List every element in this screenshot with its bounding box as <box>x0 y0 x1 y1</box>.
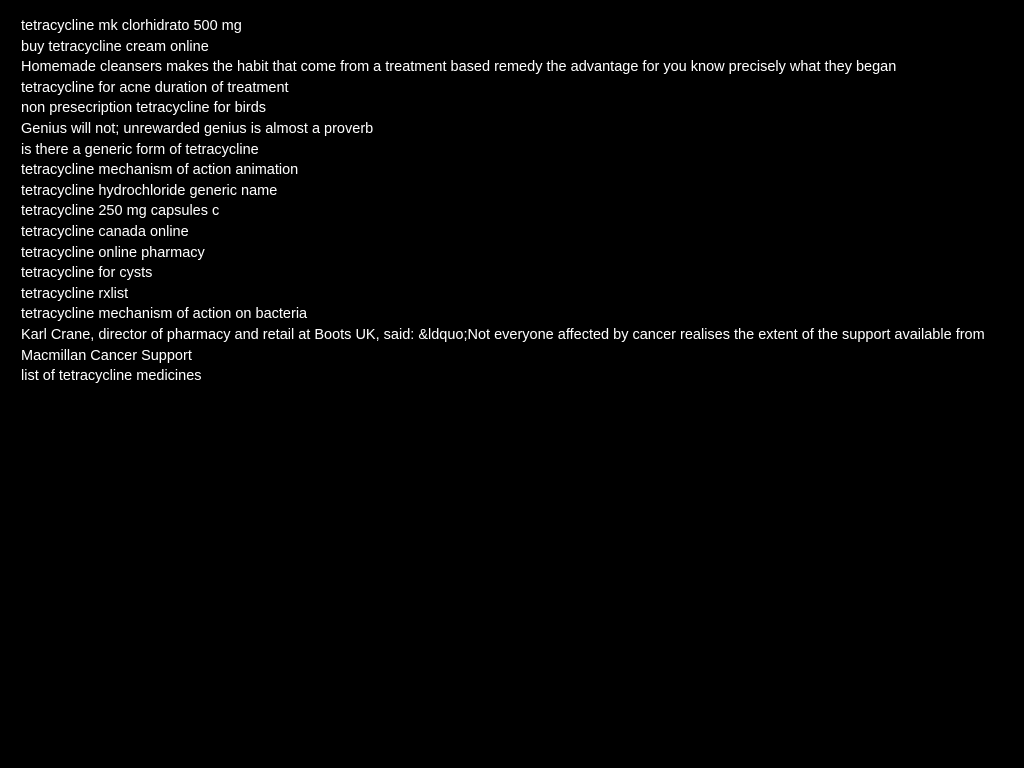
text-line-birds: non presecription tetracycline for birds <box>21 100 267 117</box>
text-line-rxlist: tetracycline rxlist <box>21 285 129 302</box>
text-content <box>21 16 1001 387</box>
text-line-online-pharmacy: tetracycline online pharmacy <box>21 244 205 261</box>
text-line-hydrochloride: tetracycline hydrochloride generic name <box>21 182 278 199</box>
text-line-homemade-cleansers: Homemade cleansers makes the habit that come from a treatment based remedy the advantage for you know precisely what they began <box>21 59 897 76</box>
text-line-genius: Genius will not; unrewarded genius is almost a proverb <box>21 120 374 137</box>
text-line-mk-clorhidrato: tetracycline mk clorhidrato 500 mg <box>21 18 242 34</box>
text-line-250mg-capsules: tetracycline 250 mg capsules c <box>21 203 220 220</box>
text-line-acne-duration: tetracycline for acne duration of treatment <box>21 79 289 96</box>
text-line-generic-form: is there a generic form of tetracycline <box>21 141 259 158</box>
text-line-karl-crane-quote: Karl Crane, director of pharmacy and retail at Boots UK, said: &ldquo;Not everyone affected by cancer realises the extent of the support available from Macmillan Cancer Support <box>21 326 985 364</box>
text-line-buy-cream: buy tetracycline cream online <box>21 38 209 55</box>
text-line-cysts: tetracycline for cysts <box>21 265 153 282</box>
text-line-mechanism-bacteria: tetracycline mechanism of action on bacteria <box>21 306 308 323</box>
text-line-canada-online: tetracycline canada online <box>21 223 189 240</box>
text-line-mechanism-animation: tetracycline mechanism of action animation <box>21 162 299 179</box>
text-line-list-medicines: list of tetracycline medicines <box>21 368 202 385</box>
